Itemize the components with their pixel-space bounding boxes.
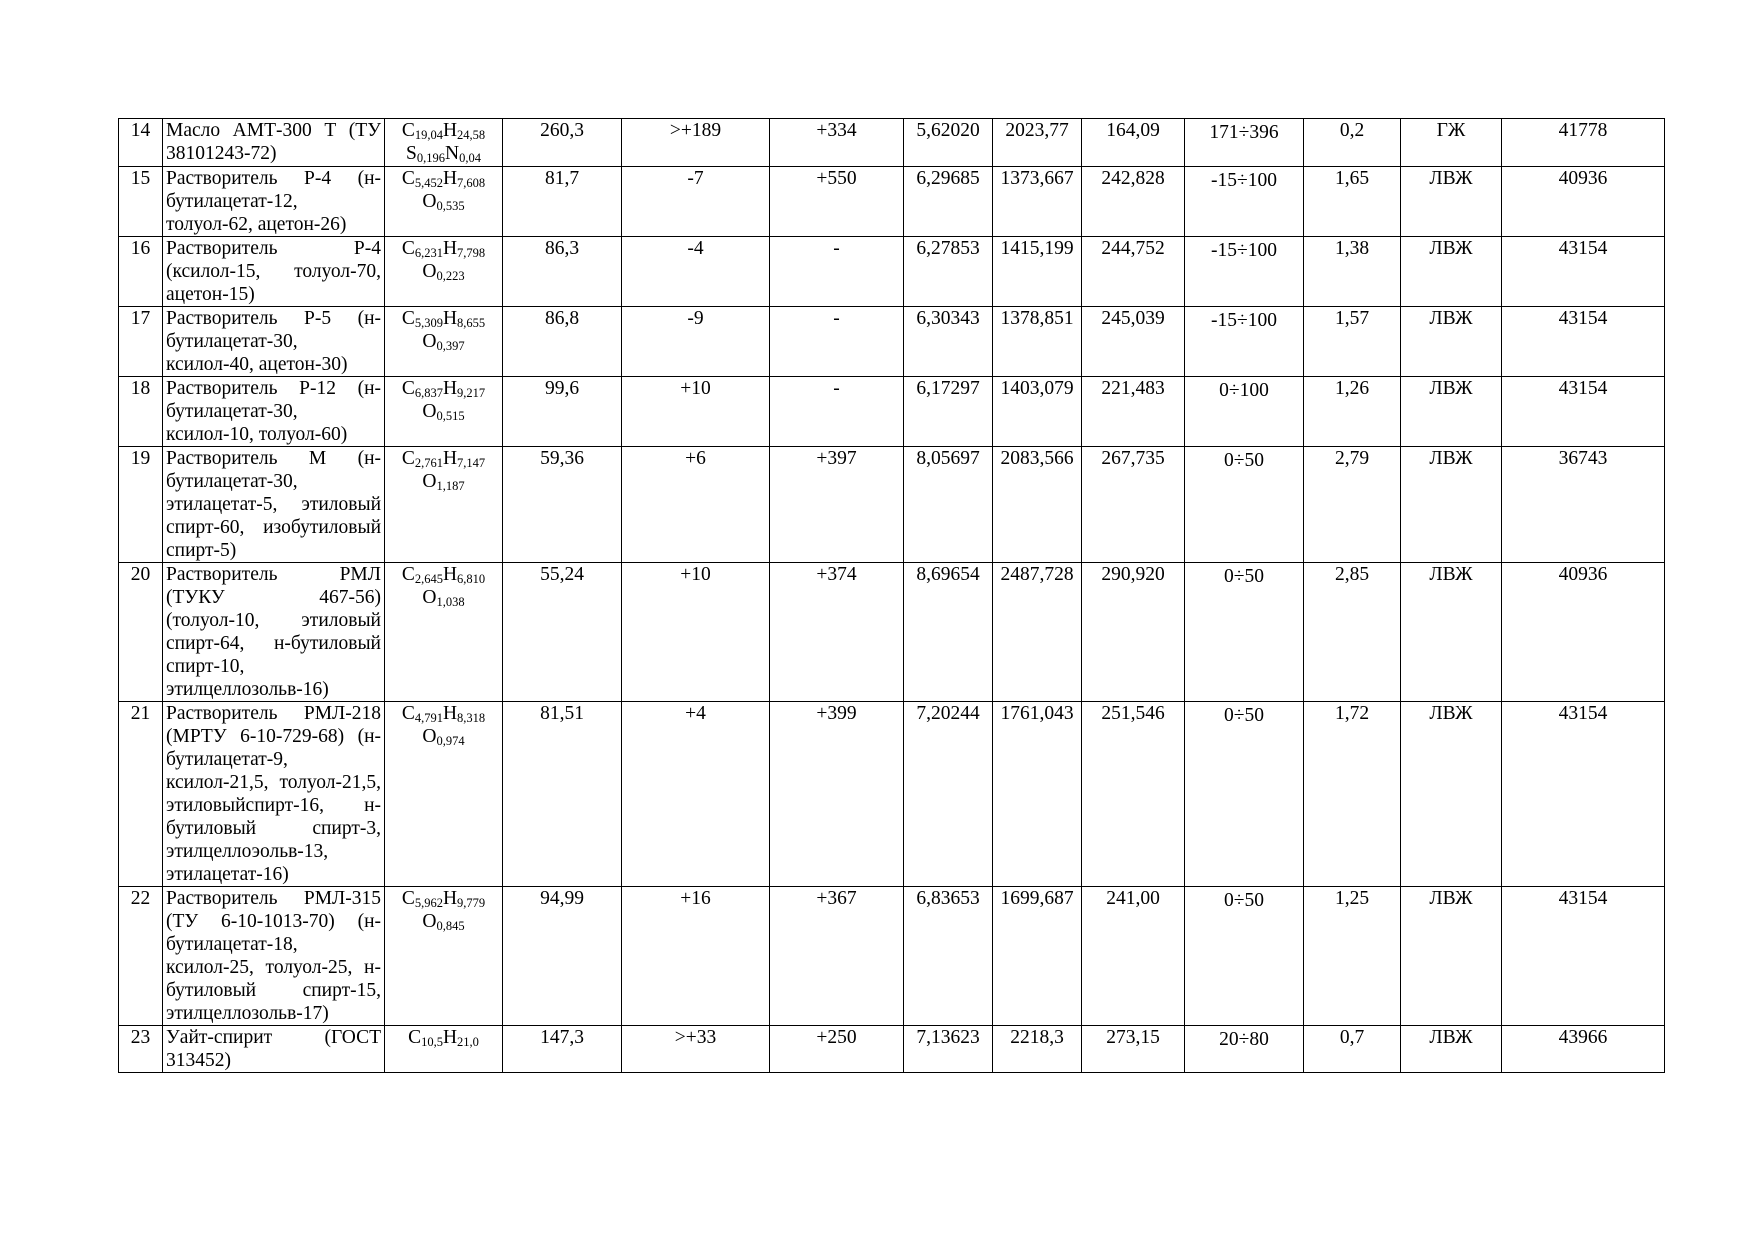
hazard-class-cell: ЛВЖ	[1401, 237, 1502, 307]
formula-line	[387, 586, 500, 609]
temperature-range-cell: -15÷100	[1185, 237, 1304, 307]
antoine-a-cell: 6,29685	[904, 167, 993, 237]
antoine-b-cell: 2487,728	[993, 563, 1082, 702]
formula-subscript: 8,318	[457, 711, 486, 725]
row-number-cell: 14	[119, 119, 163, 167]
antoine-b-cell: 1378,851	[993, 307, 1082, 377]
formula-element: H	[442, 378, 458, 399]
formula-line	[387, 307, 500, 330]
flash-point-cell: +10	[622, 563, 770, 702]
autoignition-temp-cell: -	[770, 307, 904, 377]
formula-subscript: 6,837	[414, 386, 443, 400]
formula-subscript: 4,791	[414, 711, 443, 725]
flash-point-cell: +10	[622, 377, 770, 447]
temperature-range-cell: 0÷50	[1185, 702, 1304, 887]
hazard-class-cell: ГЖ	[1401, 119, 1502, 167]
chemical-formula-cell	[385, 1026, 503, 1073]
antoine-a-cell: 5,62020	[904, 119, 993, 167]
flash-point-cell: +16	[622, 887, 770, 1026]
heat-of-combustion-cell: 43154	[1502, 887, 1665, 1026]
table-row	[119, 307, 1665, 377]
heat-of-combustion-cell: 36743	[1502, 447, 1665, 563]
row-number-cell: 15	[119, 167, 163, 237]
flash-point-cell: -9	[622, 307, 770, 377]
row-number-cell: 22	[119, 887, 163, 1026]
chemical-formula-cell	[385, 563, 503, 702]
row-number-cell: 21	[119, 702, 163, 887]
formula-element: O	[422, 726, 437, 747]
antoine-c-cell: 251,546	[1082, 702, 1185, 887]
table-row	[119, 702, 1665, 887]
formula-subscript: 19,04	[414, 128, 443, 142]
formula-element: H	[442, 703, 458, 724]
chemical-formula-cell	[385, 237, 503, 307]
temperature-range-cell: 0÷50	[1185, 887, 1304, 1026]
formula-line	[387, 470, 500, 493]
substance-name-cell: Растворитель РМЛ-315 (ТУ 6-10-1013-70) (н-бутилацетат-18, ксилол-25, толуол-25, н-бутиловый спирт-15, этилцеллозольв-17)	[163, 887, 385, 1026]
formula-subscript: 9,779	[457, 896, 486, 910]
formula-element: O	[422, 261, 437, 282]
row-number-cell: 23	[119, 1026, 163, 1073]
formula-subscript: 0,845	[436, 919, 465, 933]
autoignition-temp-cell: -	[770, 377, 904, 447]
hazard-class-cell: ЛВЖ	[1401, 447, 1502, 563]
lower-limit-cell: 0,2	[1304, 119, 1401, 167]
antoine-b-cell: 1761,043	[993, 702, 1082, 887]
formula-element: O	[422, 331, 437, 352]
formula-line	[387, 400, 500, 423]
formula-line	[387, 377, 500, 400]
formula-element: C	[401, 378, 415, 399]
table-row	[119, 119, 1665, 167]
formula-line	[387, 1026, 500, 1049]
antoine-b-cell: 1403,079	[993, 377, 1082, 447]
row-number-cell: 16	[119, 237, 163, 307]
flash-point-cell: -4	[622, 237, 770, 307]
formula-subscript: 5,962	[414, 896, 443, 910]
formula-subscript: 0,515	[436, 409, 465, 423]
formula-element: C	[401, 120, 415, 141]
antoine-c-cell: 164,09	[1082, 119, 1185, 167]
molar-mass-cell: 86,3	[503, 237, 622, 307]
lower-limit-cell: 1,57	[1304, 307, 1401, 377]
autoignition-temp-cell: +250	[770, 1026, 904, 1073]
lower-limit-cell: 1,65	[1304, 167, 1401, 237]
molar-mass-cell: 81,51	[503, 702, 622, 887]
formula-element: H	[442, 1027, 458, 1048]
formula-subscript: 7,608	[457, 176, 486, 190]
substance-name-cell: Растворитель РМЛ (ТУКУ 467-56) (толуол-10, этиловый спирт-64, н-бутиловый спирт-10, этилцеллозольв-16)	[163, 563, 385, 702]
heat-of-combustion-cell: 43966	[1502, 1026, 1665, 1073]
flash-point-cell: +4	[622, 702, 770, 887]
chemical-formula-cell	[385, 377, 503, 447]
formula-element: C	[408, 1027, 422, 1048]
formula-line	[387, 260, 500, 283]
formula-subscript: 24,58	[457, 128, 486, 142]
formula-element: H	[442, 238, 458, 259]
table-row	[119, 887, 1665, 1026]
hazard-class-cell: ЛВЖ	[1401, 1026, 1502, 1073]
autoignition-temp-cell: +374	[770, 563, 904, 702]
formula-line	[387, 887, 500, 910]
lower-limit-cell: 1,38	[1304, 237, 1401, 307]
formula-line	[387, 910, 500, 933]
autoignition-temp-cell: +334	[770, 119, 904, 167]
lower-limit-cell: 2,85	[1304, 563, 1401, 702]
flash-point-cell: -7	[622, 167, 770, 237]
heat-of-combustion-cell: 40936	[1502, 167, 1665, 237]
antoine-c-cell: 244,752	[1082, 237, 1185, 307]
formula-subscript: 5,309	[414, 316, 443, 330]
formula-line	[387, 237, 500, 260]
formula-subscript: 2,645	[414, 572, 443, 586]
molar-mass-cell: 260,3	[503, 119, 622, 167]
antoine-a-cell: 7,13623	[904, 1026, 993, 1073]
formula-element: C	[401, 448, 415, 469]
temperature-range-cell: 0÷50	[1185, 563, 1304, 702]
substance-name-cell: Растворитель Р-12 (н-бутилацетат-30, ксилол-10, толуол-60)	[163, 377, 385, 447]
formula-element: C	[401, 168, 415, 189]
formula-subscript: 0,04	[459, 151, 481, 165]
formula-subscript: 9,217	[457, 386, 486, 400]
antoine-a-cell: 6,27853	[904, 237, 993, 307]
formula-line	[387, 142, 500, 165]
heat-of-combustion-cell: 43154	[1502, 702, 1665, 887]
antoine-b-cell: 1373,667	[993, 167, 1082, 237]
formula-element: H	[442, 308, 458, 329]
temperature-range-cell: 171÷396	[1185, 119, 1304, 167]
formula-line	[387, 119, 500, 142]
formula-element: O	[422, 471, 437, 492]
formula-element: O	[422, 587, 437, 608]
autoignition-temp-cell: -	[770, 237, 904, 307]
formula-element: O	[422, 911, 437, 932]
formula-line	[387, 330, 500, 353]
formula-element: N	[445, 143, 460, 164]
chemical-formula-cell	[385, 887, 503, 1026]
formula-element: S	[406, 143, 417, 164]
formula-subscript: 0,196	[416, 151, 445, 165]
table-row	[119, 237, 1665, 307]
antoine-c-cell: 267,735	[1082, 447, 1185, 563]
heat-of-combustion-cell: 43154	[1502, 237, 1665, 307]
lower-limit-cell: 1,25	[1304, 887, 1401, 1026]
temperature-range-cell: 0÷50	[1185, 447, 1304, 563]
substance-name-cell: Уайт-спирит (ГОСТ 313452)	[163, 1026, 385, 1073]
antoine-b-cell: 2083,566	[993, 447, 1082, 563]
formula-subscript: 5,452	[414, 176, 443, 190]
chemical-formula-cell	[385, 119, 503, 167]
molar-mass-cell: 147,3	[503, 1026, 622, 1073]
formula-element: H	[442, 888, 458, 909]
formula-subscript: 10,5	[421, 1035, 443, 1049]
row-number-cell: 20	[119, 563, 163, 702]
molar-mass-cell: 99,6	[503, 377, 622, 447]
antoine-c-cell: 242,828	[1082, 167, 1185, 237]
formula-line	[387, 702, 500, 725]
lower-limit-cell: 0,7	[1304, 1026, 1401, 1073]
substance-name-cell: Растворитель Р-4 (ксилол-15, толуол-70, ацетон-15)	[163, 237, 385, 307]
formula-subscript: 7,147	[457, 456, 486, 470]
hazard-class-cell: ЛВЖ	[1401, 887, 1502, 1026]
autoignition-temp-cell: +367	[770, 887, 904, 1026]
flash-point-cell: >+189	[622, 119, 770, 167]
hazard-class-cell: ЛВЖ	[1401, 702, 1502, 887]
table-row	[119, 377, 1665, 447]
table-row	[119, 1026, 1665, 1073]
formula-subscript: 7,798	[457, 246, 486, 260]
antoine-a-cell: 6,17297	[904, 377, 993, 447]
formula-line	[387, 563, 500, 586]
antoine-b-cell: 1699,687	[993, 887, 1082, 1026]
antoine-a-cell: 8,69654	[904, 563, 993, 702]
formula-element: O	[422, 401, 437, 422]
formula-line	[387, 447, 500, 470]
chemical-formula-cell	[385, 702, 503, 887]
antoine-c-cell: 221,483	[1082, 377, 1185, 447]
heat-of-combustion-cell: 40936	[1502, 563, 1665, 702]
formula-element: H	[442, 168, 458, 189]
flash-point-cell: >+33	[622, 1026, 770, 1073]
formula-line	[387, 190, 500, 213]
antoine-c-cell: 273,15	[1082, 1026, 1185, 1073]
row-number-cell: 17	[119, 307, 163, 377]
chemical-formula-cell	[385, 307, 503, 377]
hazard-class-cell: ЛВЖ	[1401, 167, 1502, 237]
hazard-class-cell: ЛВЖ	[1401, 563, 1502, 702]
hazard-class-cell: ЛВЖ	[1401, 377, 1502, 447]
formula-subscript: 6,810	[457, 572, 486, 586]
antoine-a-cell: 7,20244	[904, 702, 993, 887]
row-number-cell: 19	[119, 447, 163, 563]
row-number-cell: 18	[119, 377, 163, 447]
lower-limit-cell: 2,79	[1304, 447, 1401, 563]
substance-name-cell: Растворитель Р-4 (н-бутилацетат-12, толуол-62, ацетон-26)	[163, 167, 385, 237]
hazard-class-cell: ЛВЖ	[1401, 307, 1502, 377]
molar-mass-cell: 86,8	[503, 307, 622, 377]
substances-table	[118, 118, 1665, 1073]
table-row	[119, 447, 1665, 563]
heat-of-combustion-cell: 43154	[1502, 307, 1665, 377]
antoine-c-cell: 245,039	[1082, 307, 1185, 377]
formula-element: C	[401, 564, 415, 585]
substance-name-cell: Растворитель Р-5 (н-бутилацетат-30, ксилол-40, ацетон-30)	[163, 307, 385, 377]
formula-element: H	[442, 120, 458, 141]
flash-point-cell: +6	[622, 447, 770, 563]
heat-of-combustion-cell: 43154	[1502, 377, 1665, 447]
substance-name-cell: Растворитель М (н-бутилацетат-30, этилацетат-5, этиловый спирт-60, изобутиловый спирт-5)	[163, 447, 385, 563]
formula-subscript: 21,0	[457, 1035, 479, 1049]
formula-element: C	[401, 888, 415, 909]
chemical-formula-cell	[385, 447, 503, 563]
formula-line	[387, 167, 500, 190]
formula-element: H	[442, 448, 458, 469]
molar-mass-cell: 94,99	[503, 887, 622, 1026]
autoignition-temp-cell: +550	[770, 167, 904, 237]
temperature-range-cell: 20÷80	[1185, 1026, 1304, 1073]
formula-subscript: 0,397	[436, 339, 465, 353]
autoignition-temp-cell: +399	[770, 702, 904, 887]
antoine-b-cell: 2023,77	[993, 119, 1082, 167]
heat-of-combustion-cell: 41778	[1502, 119, 1665, 167]
formula-element: C	[401, 308, 415, 329]
formula-subscript: 8,655	[457, 316, 486, 330]
antoine-a-cell: 6,83653	[904, 887, 993, 1026]
formula-subscript: 1,187	[436, 479, 465, 493]
antoine-c-cell: 290,920	[1082, 563, 1185, 702]
formula-subscript: 0,223	[436, 269, 465, 283]
antoine-b-cell: 1415,199	[993, 237, 1082, 307]
formula-line	[387, 725, 500, 748]
formula-subscript: 6,231	[414, 246, 443, 260]
antoine-a-cell: 8,05697	[904, 447, 993, 563]
antoine-c-cell: 241,00	[1082, 887, 1185, 1026]
table-row	[119, 167, 1665, 237]
lower-limit-cell: 1,26	[1304, 377, 1401, 447]
substance-name-cell: Масло АМТ-300 Т (ТУ 38101243-72)	[163, 119, 385, 167]
antoine-b-cell: 2218,3	[993, 1026, 1082, 1073]
formula-subscript: 1,038	[436, 595, 465, 609]
formula-element: H	[442, 564, 458, 585]
formula-element: C	[401, 703, 415, 724]
formula-subscript: 0,974	[436, 734, 465, 748]
formula-element: O	[422, 191, 437, 212]
molar-mass-cell: 59,36	[503, 447, 622, 563]
temperature-range-cell: -15÷100	[1185, 307, 1304, 377]
formula-subscript: 2,761	[414, 456, 443, 470]
substance-name-cell: Растворитель РМЛ-218 (МРТУ 6-10-729-68) (н-бутилацетат-9, ксилол-21,5, толуол-21,5, этиловыйспирт-16, н-бутиловый спирт-3, этилцеллоэольв-13, этилацетат-16)	[163, 702, 385, 887]
lower-limit-cell: 1,72	[1304, 702, 1401, 887]
autoignition-temp-cell: +397	[770, 447, 904, 563]
temperature-range-cell: -15÷100	[1185, 167, 1304, 237]
antoine-a-cell: 6,30343	[904, 307, 993, 377]
table-body	[119, 119, 1665, 1073]
molar-mass-cell: 55,24	[503, 563, 622, 702]
molar-mass-cell: 81,7	[503, 167, 622, 237]
chemical-formula-cell	[385, 167, 503, 237]
formula-subscript: 0,535	[436, 199, 465, 213]
temperature-range-cell: 0÷100	[1185, 377, 1304, 447]
formula-element: C	[401, 238, 415, 259]
table-row	[119, 563, 1665, 702]
